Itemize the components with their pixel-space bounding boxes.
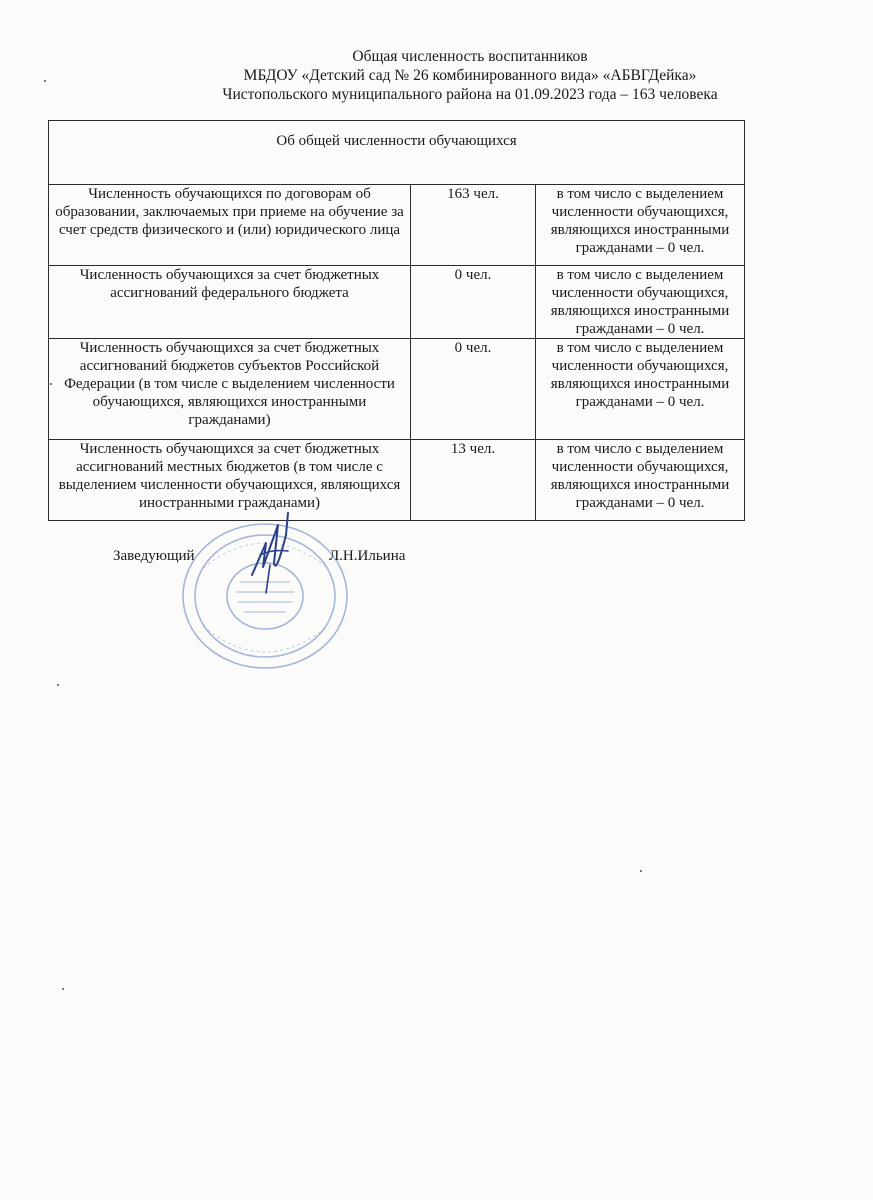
scan-speck xyxy=(57,684,59,686)
row-note: в том число с выделением численности обучающихся, являющихся иностранными гражданами – 0 чел. xyxy=(536,339,745,440)
row-note: в том число с выделением численности обучающихся, являющихся иностранными гражданами – 0 чел. xyxy=(536,440,745,521)
row-label: Численность обучающихся по договорам об образовании, заключаемых при приеме на обучение за счет средств физического и (или) юридического лица xyxy=(49,185,411,266)
table-header-row xyxy=(49,121,745,185)
scan-speck xyxy=(640,870,642,872)
signatory-name: Л.Н.Ильина xyxy=(329,548,406,564)
table-row xyxy=(49,339,745,440)
document-heading xyxy=(120,47,820,104)
heading-line-2: МБДОУ «Детский сад № 26 комбинированного вида» «АБВГДейка» xyxy=(243,67,697,84)
enrollment-table xyxy=(48,120,745,521)
scan-speck xyxy=(44,80,46,82)
row-label: Численность обучающихся за счет бюджетных ассигнований федерального бюджета xyxy=(49,266,411,339)
row-note: в том число с выделением численности обучающихся, являющихся иностранными гражданами – 0 чел. xyxy=(536,266,745,339)
table-row xyxy=(49,266,745,339)
table-header: Об общей численности обучающихся xyxy=(49,121,745,185)
scan-speck xyxy=(62,988,64,990)
row-count: 0 чел. xyxy=(411,266,536,339)
scan-speck xyxy=(50,383,52,385)
row-count: 13 чел. xyxy=(411,440,536,521)
row-count: 0 чел. xyxy=(411,339,536,440)
table-row xyxy=(49,440,745,521)
row-label: Численность обучающихся за счет бюджетных ассигнований бюджетов субъектов Российской Федерации (в том числе с выделением численности обучающихся, являющихся иностранными гражданами) xyxy=(49,339,411,440)
row-count: 163 чел. xyxy=(411,185,536,266)
table-row xyxy=(49,185,745,266)
signature-block xyxy=(113,548,433,570)
heading-line-1: Общая численность воспитанников xyxy=(352,48,588,65)
signatory-title: Заведующий xyxy=(113,548,195,564)
row-label: Численность обучающихся за счет бюджетных ассигнований местных бюджетов (в том числе с выделением численности обучающихся, являющихся иностранными гражданами) xyxy=(49,440,411,521)
heading-line-3: Чистопольского муниципального района на 01.09.2023 года – 163 человека xyxy=(222,86,718,103)
row-note: в том число с выделением численности обучающихся, являющихся иностранными гражданами – 0 чел. xyxy=(536,185,745,266)
